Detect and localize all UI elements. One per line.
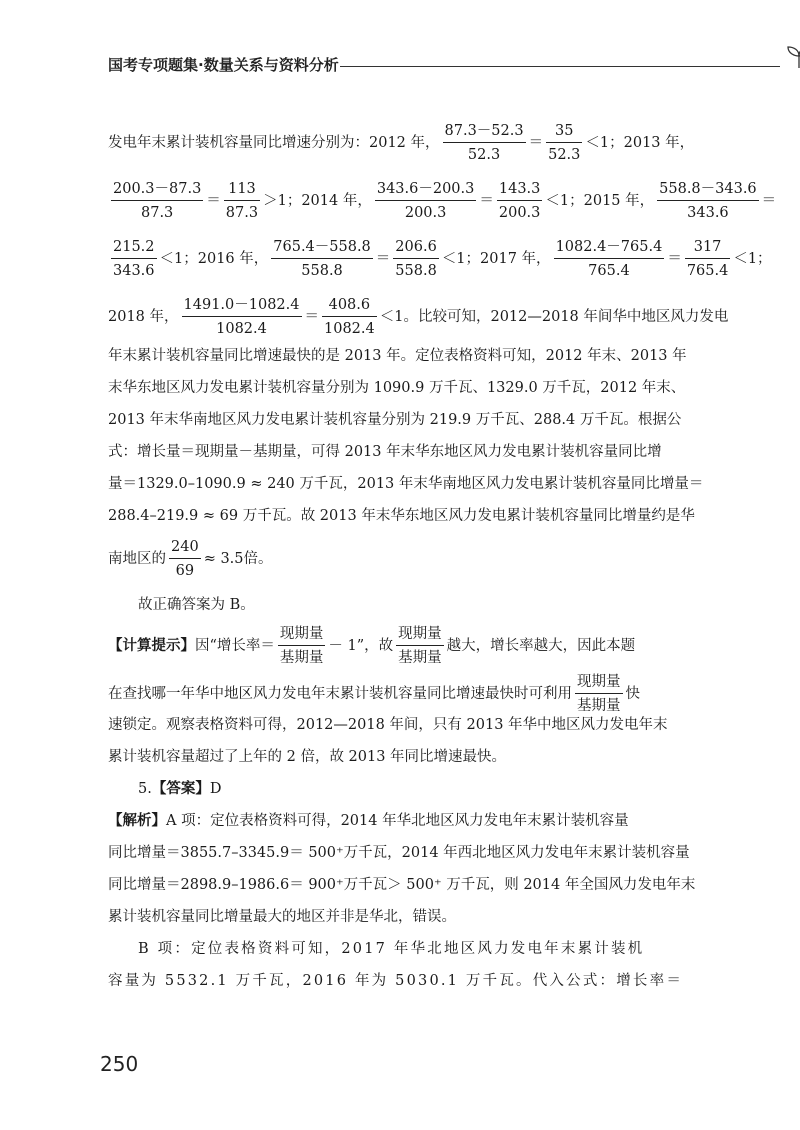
running-header: [108, 48, 708, 84]
fraction-denominator: 200.3: [404, 205, 447, 222]
header-rule: [340, 66, 780, 67]
fraction-denominator: 343.6: [687, 205, 729, 222]
fraction-numerator: 1082.4－765.4: [554, 238, 665, 259]
fraction-denominator: 765.4: [588, 263, 630, 280]
text-run: ＜1；2013 年，: [585, 135, 695, 152]
equals-sign: ＝: [528, 135, 544, 152]
text-line-10: 288.4–219.9 ≈ 69 万千瓦。故 2013 年末华东地区风力发电累计装机容量同比增量约是华: [108, 508, 695, 524]
equals-sign: ＝: [304, 309, 319, 326]
equals-sign: ＝: [761, 193, 777, 210]
question-number: 5.: [138, 781, 152, 797]
text-line-16: 累计装机容量超过了上年的 2 倍，故 2013 年同比增速最快。: [108, 749, 507, 765]
fraction: [278, 625, 326, 667]
fraction-numerator: 317: [685, 238, 731, 259]
fraction: [322, 296, 377, 338]
fraction: [271, 238, 373, 280]
fraction-denominator: 基期量: [398, 650, 442, 667]
equals-sign: ＝: [479, 193, 494, 210]
fraction-numerator: 113: [224, 180, 260, 201]
text-line-15: 速锁定。观察表格资料可得，2012—2018 年间，只有 2013 年华中地区风力发电年末: [108, 717, 668, 733]
fraction-denominator: 558.8: [301, 263, 343, 280]
fraction: [111, 180, 203, 222]
fraction-numerator: 143.3: [497, 180, 543, 201]
answer-tag: 【答案】: [151, 781, 210, 797]
text-line-21: 累计装机容量同比增量最大的地区并非是华北，错误。: [108, 909, 456, 925]
text-line-4: [108, 296, 728, 338]
fraction: [575, 673, 623, 715]
fraction: [497, 180, 543, 222]
answer-value: D: [209, 781, 222, 797]
fraction-denominator: 200.3: [498, 205, 541, 222]
header-title: 国考专项题集·数量关系与资料分析: [108, 56, 339, 74]
fraction-denominator: 52.3: [467, 147, 501, 164]
text-run: － 1”，故: [328, 638, 394, 655]
text-run: ≈ 3.5倍。: [203, 551, 273, 568]
text-run: 因“增长率＝: [195, 638, 275, 655]
fraction: [111, 238, 157, 280]
text-line-20: 同比增量＝2898.9–1986.6＝ 900⁺万千瓦＞ 500⁺ 万千瓦，则 2014 年全国风力发电年末: [108, 877, 696, 893]
analysis-tag: 【解析】: [108, 813, 166, 829]
text-run: 在查找哪一年华中地区风力发电年末累计装机容量同比增速最快时可利用: [108, 686, 572, 703]
fraction-numerator: 35: [546, 122, 582, 143]
question-5-answer: [138, 782, 221, 797]
sprout-icon: [784, 44, 800, 70]
fraction-numerator: 1491.0－1082.4: [182, 296, 302, 317]
text-run: A 项：定位表格资料可得，2014 年华北地区风力发电年末累计装机容量: [166, 813, 629, 829]
text-line-5: 年末累计装机容量同比增速最快的是 2013 年。定位表格资料可知，2012 年末、2013 年: [108, 348, 687, 364]
text-line-3: [108, 238, 772, 280]
fraction-denominator: 87.3: [141, 205, 174, 222]
text-line-9: 量＝1329.0–1090.9 ≈ 240 万千瓦，2013 年末华南地区风力发电累计装机容量同比增量＝: [108, 476, 704, 492]
text-run: 快: [625, 686, 640, 703]
fraction: [396, 625, 444, 667]
fraction-denominator: 1082.4: [216, 321, 267, 338]
fraction-numerator: 558.8－343.6: [657, 180, 759, 201]
answer-line: 故正确答案为 B。: [138, 597, 255, 613]
text-line-14: [108, 673, 640, 715]
fraction-numerator: 240: [169, 538, 201, 559]
text-line-1: [108, 122, 694, 164]
text-line-7: 2013 年末华南地区风力发电累计装机容量分别为 219.9 万千瓦、288.4 万千瓦。根据公: [108, 412, 682, 428]
fraction-denominator: 基期量: [279, 650, 324, 667]
fraction-denominator: 87.3: [225, 205, 259, 222]
fraction-numerator: 87.3－52.3: [443, 122, 526, 143]
page-number: 250: [100, 1052, 139, 1076]
text-line-11: [108, 538, 273, 580]
fraction-denominator: 1082.4: [324, 321, 375, 338]
fraction: [657, 180, 759, 222]
text-run: ＜1；2017 年，: [441, 251, 551, 268]
fraction-numerator: 现期量: [278, 625, 326, 646]
text-run: ＜1；2016 年，: [159, 251, 269, 268]
fraction-numerator: 215.2: [111, 238, 157, 259]
fraction-denominator: 765.4: [686, 263, 729, 280]
text-line-19: 同比增量＝3855.7–3345.9＝ 500⁺万千瓦，2014 年西北地区风力发电年末累计装机容量: [108, 845, 690, 861]
fraction-numerator: 现期量: [575, 673, 623, 694]
text-line-6: 末华东地区风力发电累计装机容量分别为 1090.9 万千瓦、1329.0 万千瓦，2012 年末、: [108, 380, 686, 396]
fraction-denominator: 69: [175, 563, 195, 580]
text-run: 南地区的: [108, 551, 166, 568]
text-line-18: [108, 814, 629, 829]
fraction: [443, 122, 526, 164]
fraction-numerator: 206.6: [393, 238, 439, 259]
fraction: [224, 180, 260, 222]
text-line-2: [108, 180, 776, 222]
text-line-23: 容量为 5532.1 万千瓦，2016 年为 5030.1 万千瓦。代入公式：增长率＝: [108, 973, 684, 989]
text-line-22: B 项：定位表格资料可知，2017 年华北地区风力发电年末累计装机: [138, 941, 645, 957]
equals-sign: ＝: [375, 251, 391, 268]
equals-sign: ＝: [667, 251, 682, 268]
equals-sign: ＝: [206, 193, 221, 210]
fraction-denominator: 343.6: [113, 263, 155, 280]
text-run: ＜1。比较可知，2012—2018 年间华中地区风力发电: [379, 309, 729, 326]
fraction-numerator: 765.4－558.8: [271, 238, 373, 259]
fraction: [393, 238, 439, 280]
fraction-denominator: 52.3: [548, 147, 581, 164]
fraction: [169, 538, 201, 580]
fraction-numerator: 现期量: [396, 625, 444, 646]
fraction: [182, 296, 302, 338]
text-line-8: 式：增长量＝现期量－基期量，可得 2013 年末华东地区风力发电累计装机容量同比增: [108, 444, 662, 460]
text-run: 2018 年，: [108, 309, 179, 326]
fraction-numerator: 200.3－87.3: [111, 180, 203, 201]
text-run: ＞1；2014 年，: [263, 193, 372, 210]
text-run: 发电年末累计装机容量同比增速分别为：2012 年，: [108, 135, 440, 152]
text-run: ＜1；: [733, 251, 772, 268]
fraction-numerator: 408.6: [322, 296, 377, 317]
calc-tip-tag: 【计算提示】: [108, 638, 195, 655]
fraction-denominator: 558.8: [395, 263, 437, 280]
text-run: 越大，增长率越大，因此本题: [446, 638, 636, 655]
fraction: [554, 238, 665, 280]
fraction: [546, 122, 582, 164]
fraction: [685, 238, 731, 280]
text-run: ＜1；2015 年，: [545, 193, 655, 210]
fraction-numerator: 343.6－200.3: [375, 180, 477, 201]
fraction-denominator: 基期量: [577, 698, 621, 715]
fraction: [375, 180, 477, 222]
text-line-13: [108, 625, 635, 667]
